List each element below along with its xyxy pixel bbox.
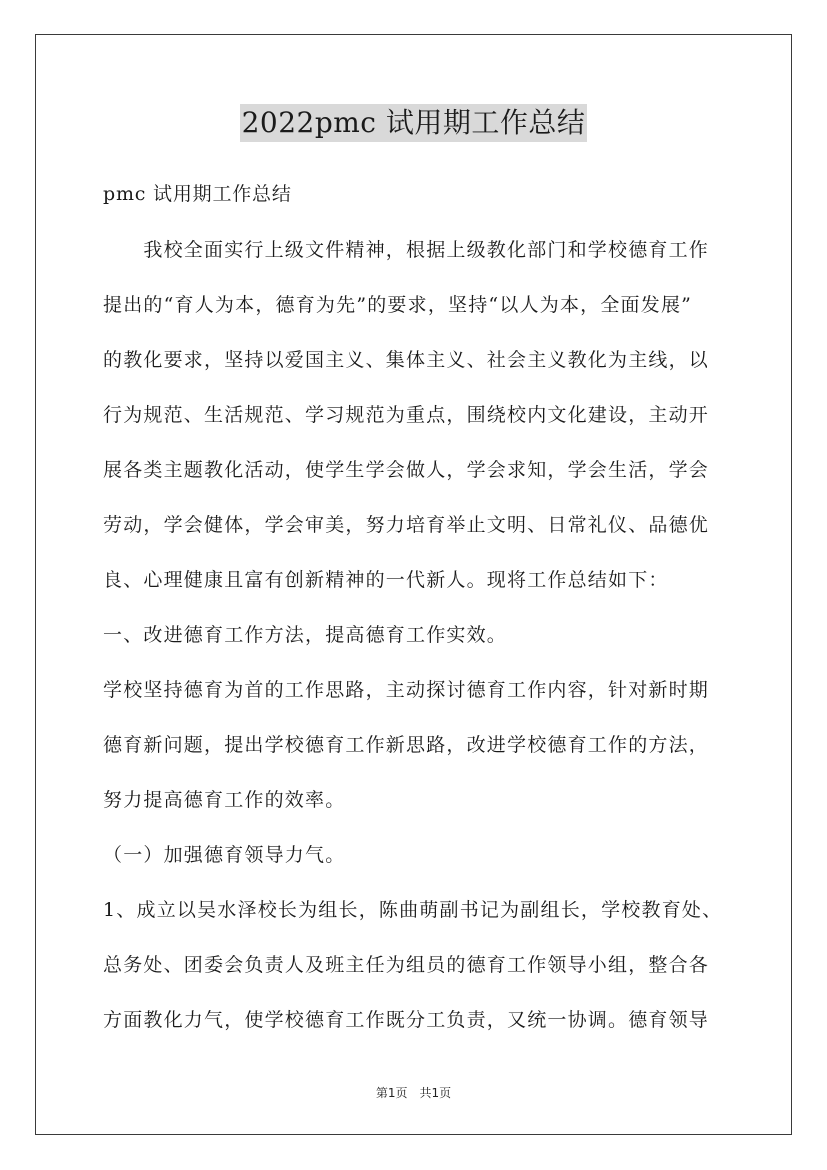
body-line: 提出的“育人为本，德育为先”的要求，坚持“以人为本，全面发展” [103, 294, 693, 316]
page-number-label: 第1页 共1页 [375, 1086, 452, 1100]
section-heading: 一、改进德育工作方法，提高德育工作实效。 [103, 624, 508, 646]
body-line: 德育新问题，提出学校德育工作新思路，改进学校德育工作的方法， [103, 734, 710, 756]
body-line: 努力提高德育工作的效率。 [103, 789, 346, 811]
document-body [103, 175, 743, 1056]
body-line: 的教化要求，坚持以爱国主义、集体主义、社会主义教化为主线，以 [103, 349, 710, 371]
body-line: 总务处、团委会负责人及班主任为组员的德育工作领导小组，整合各 [103, 954, 710, 976]
body-line: 良、心理健康且富有创新精神的一代新人。现将工作总结如下： [103, 569, 669, 591]
body-line: 劳动，学会健体，学会审美，努力培育举止文明、日常礼仪、品德优 [103, 514, 710, 536]
body-line: 我校全面实行上级文件精神，根据上级教化部门和学校德育工作 [103, 239, 710, 261]
body-line: 1、成立以吴水泽校长为组长，陈曲萌副书记为副组长，学校教育处、 [103, 899, 723, 921]
body-line: 方面教化力气，使学校德育工作既分工负责，又统一协调。德育领导 [103, 1009, 710, 1031]
document-subtitle: pmc 试用期工作总结 [103, 183, 292, 205]
body-line: 行为规范、生活规范、学习规范为重点，围绕校内文化建设，主动开 [103, 404, 710, 426]
document-title: 2022pmc 试用期工作总结 [240, 104, 588, 142]
page-footer [0, 1084, 827, 1101]
subsection-heading: （一）加强德育领导力气。 [103, 844, 346, 866]
title-container [0, 104, 827, 142]
body-line: 学校坚持德育为首的工作思路，主动探讨德育工作内容，针对新时期 [103, 679, 710, 701]
body-line: 展各类主题教化活动，使学生学会做人，学会求知，学会生活，学会 [103, 459, 710, 481]
